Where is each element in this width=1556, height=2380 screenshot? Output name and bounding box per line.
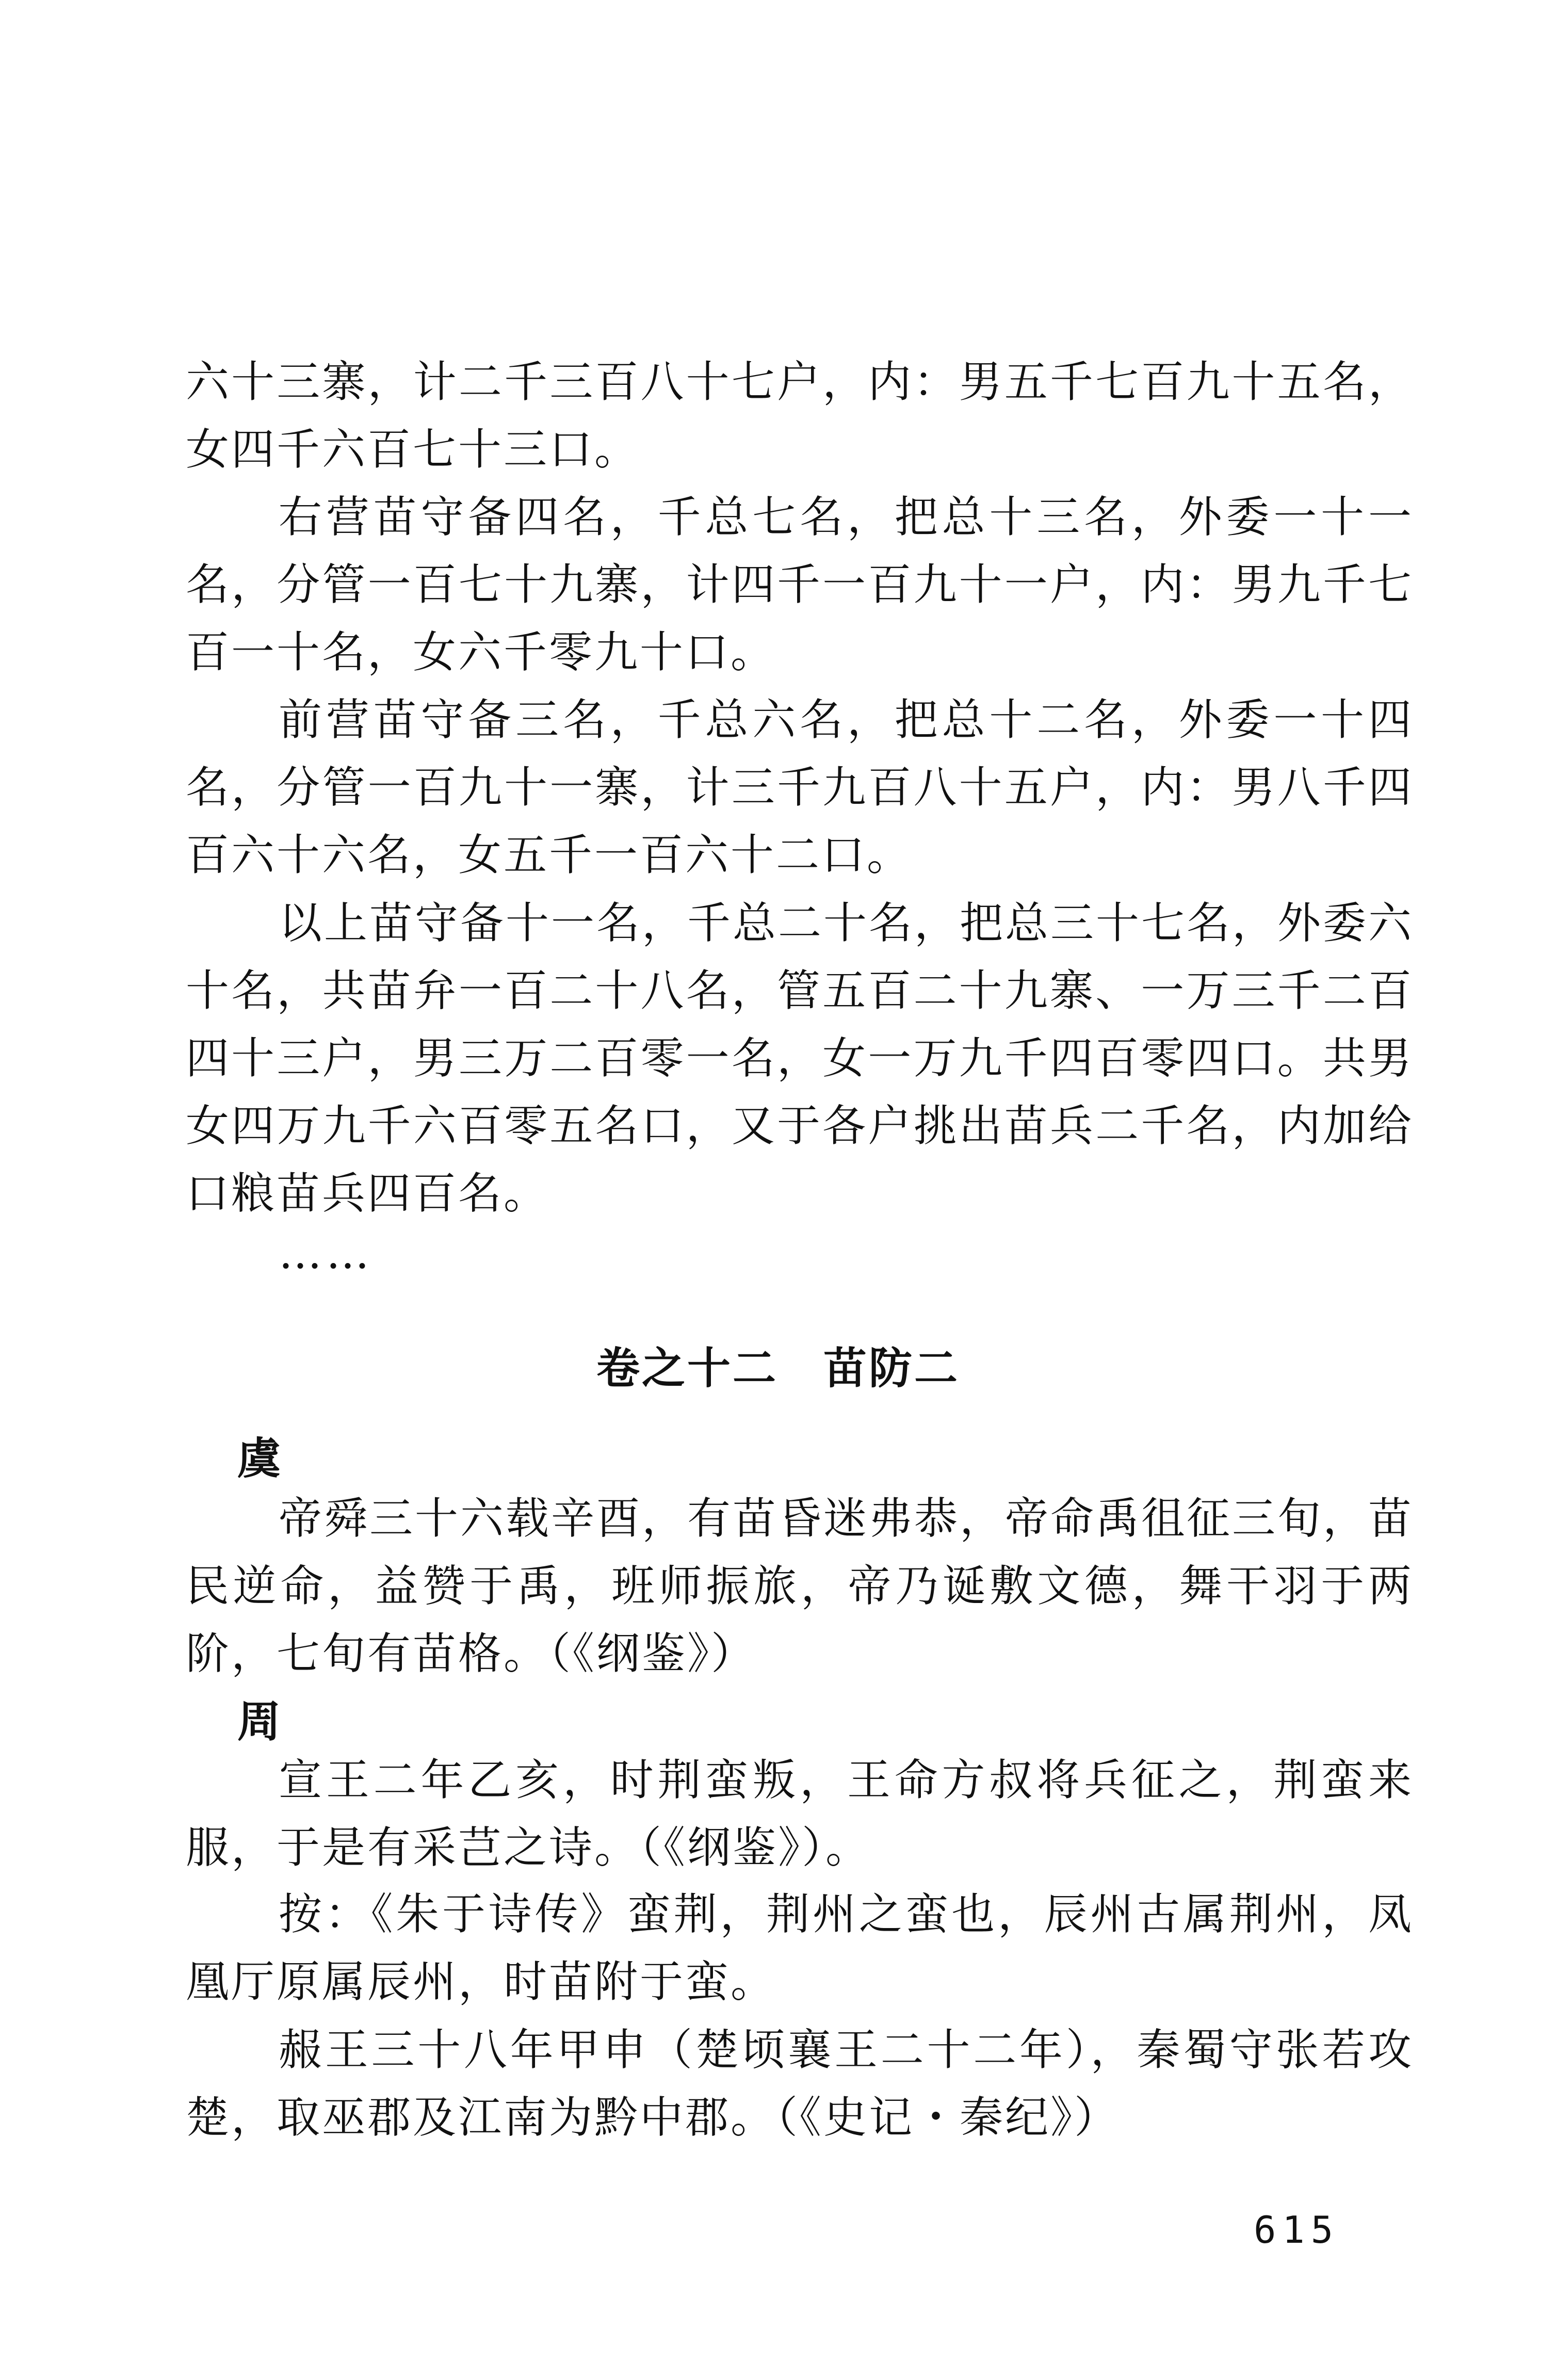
paragraph-yu: 帝舜三十六载辛酉，有苗昏迷弗恭，帝命禹徂征三旬，苗民逆命，益赞于禹，班师振旅，帝乃诞敷文德，舞干羽于两阶，七旬有苗格。（《纲鉴》） bbox=[186, 1493, 1414, 1679]
paragraph-zhou-note: 按：《朱于诗传》蛮荆，荆州之蛮也，辰州古属荆州，凤凰厅原属辰州，时苗附于蛮。 bbox=[186, 1889, 1414, 2007]
paragraph-front-camp: 前营苗守备三名，千总六名，把总十二名，外委一十四名，分管一百九十一寨，计三千九百八十五户，内：男八千四百六十六名，女五千一百六十二口。 bbox=[186, 694, 1414, 880]
paragraph-zhou-nanwang: 赧王三十八年甲申（楚顷襄王二十二年），秦蜀守张若攻楚，取巫郡及江南为黔中郡。（《史记・秦纪》） bbox=[186, 2025, 1414, 2143]
ellipsis: …… bbox=[279, 1228, 374, 1278]
paragraph-right-camp: 右营苗守备四名，千总七名，把总十三名，外委一十一名，分管一百七十九寨，计四千一百九十一户，内：男九千七百一十名，女六千零九十口。 bbox=[186, 492, 1414, 677]
section-title: 卷之十二 苗防二 bbox=[596, 1342, 960, 1394]
paragraph-zhou-xuanwang: 宣王二年乙亥，时荆蛮叛，王命方叔将兵征之，荆蛮来服，于是有采芑之诗。（《纲鉴》）。 bbox=[186, 1755, 1414, 1873]
paragraph-summary: 以上苗守备十一名，千总二十名，把总三十七名，外委六十名，共苗弁一百二十八名，管五百二十九寨、一万三千二百四十三户，男三万二百零一名，女一万九千四百零四口。共男女四万九千六百零五名口，又于各户挑出苗兵二千名，内加给口粮苗兵四百名。 bbox=[186, 898, 1414, 1219]
dynasty-label-yu: 虞 bbox=[237, 1433, 281, 1484]
paragraph-left-camp-continued: 六十三寨，计二千三百八十七户，内：男五千七百九十五名，女四千六百七十三口。 bbox=[186, 357, 1414, 475]
page-number: 615 bbox=[1254, 2208, 1340, 2252]
dynasty-label-zhou: 周 bbox=[237, 1696, 281, 1747]
